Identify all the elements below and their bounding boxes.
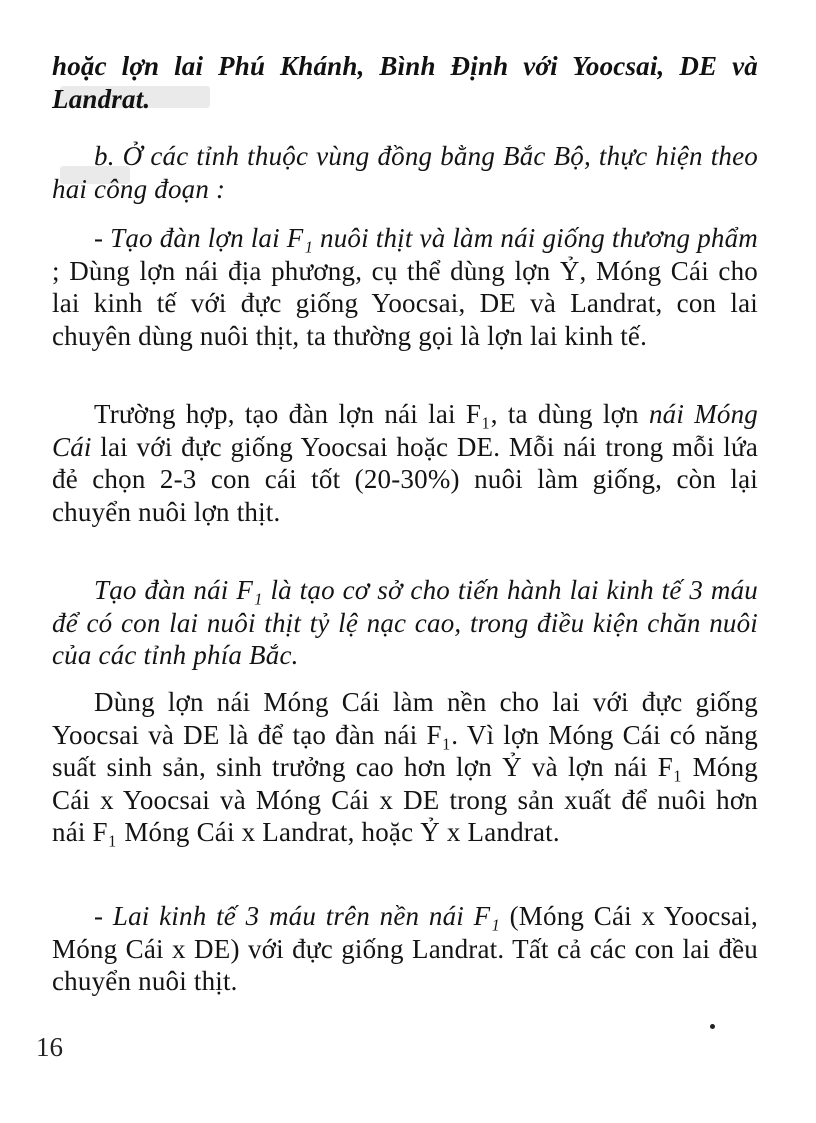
case-text-end: lai với đực giống Yoocsai hoặc DE. Mỗi nái trong mỗi lứa đẻ chọn 2-3 con cái tốt (20-30%) nuôi làm giống, còn lại chuyển nuôi lợn thịt. (52, 431, 758, 527)
item-1-lead: - Tạo đàn lợn lai F₁ nuôi thịt và làm nái giống thương phẩm (94, 223, 758, 253)
item-1-paragraph (52, 222, 758, 352)
item-2-lead: - Lai kinh tế 3 máu trên nền nái F₁ (94, 901, 500, 931)
section-heading-b: b. Ở các tỉnh thuộc vùng đồng bằng Bắc Bộ, thực hiện theo hai công đoạn : (52, 141, 758, 204)
continuation-line: hoặc lợn lai Phú Khánh, Bình Định với Yoocsai, DE và Landrat. (52, 51, 758, 114)
case-paragraph (52, 398, 758, 528)
page-number: 16 (36, 1032, 63, 1062)
item-2-paragraph (52, 900, 758, 998)
item-1-text: ; Dùng lợn nái địa phương, cụ thể dùng lợn Ỷ, Móng Cái cho lai kinh tế với đực giống Yoocsai, DE và Landrat, con lai chuyên dùng nuôi thịt, ta thường gọi là lợn lai kinh tế. (52, 255, 758, 351)
item-2-text: (Móng Cái x Yoocsai, Móng Cái x DE) với đực giống Landrat. Tất cả các con lai đều chuyển nuôi thịt. (52, 901, 758, 996)
mongcai-paragraph: Dùng lợn nái Móng Cái làm nền cho lai với đực giống Yoocsai và DE là để tạo đàn nái F₁. Vì lợn Móng Cái có năng suất sinh sản, sinh trưởng cao hơn lợn Ỷ và lợn nái F₁ Móng Cái x Yoocsai và Móng Cái x DE trong sản xuất để nuôi hơn nái F₁ Móng Cái x Landrat, hoặc Ỷ x Landrat. (52, 687, 758, 847)
italic-note-paragraph: Tạo đàn nái F₁ là tạo cơ sở cho tiến hành lai kinh tế 3 máu để có con lai nuôi thịt tỷ lệ nạc cao, trong điều kiện chăn nuôi của các tỉnh phía Bắc. (52, 575, 758, 670)
ink-dot (710, 1024, 715, 1029)
case-text-italic: nái Móng Cái (52, 399, 759, 462)
case-text-start: Trường hợp, tạo đàn lợn nái lai F₁, ta dùng lợn (94, 399, 649, 429)
